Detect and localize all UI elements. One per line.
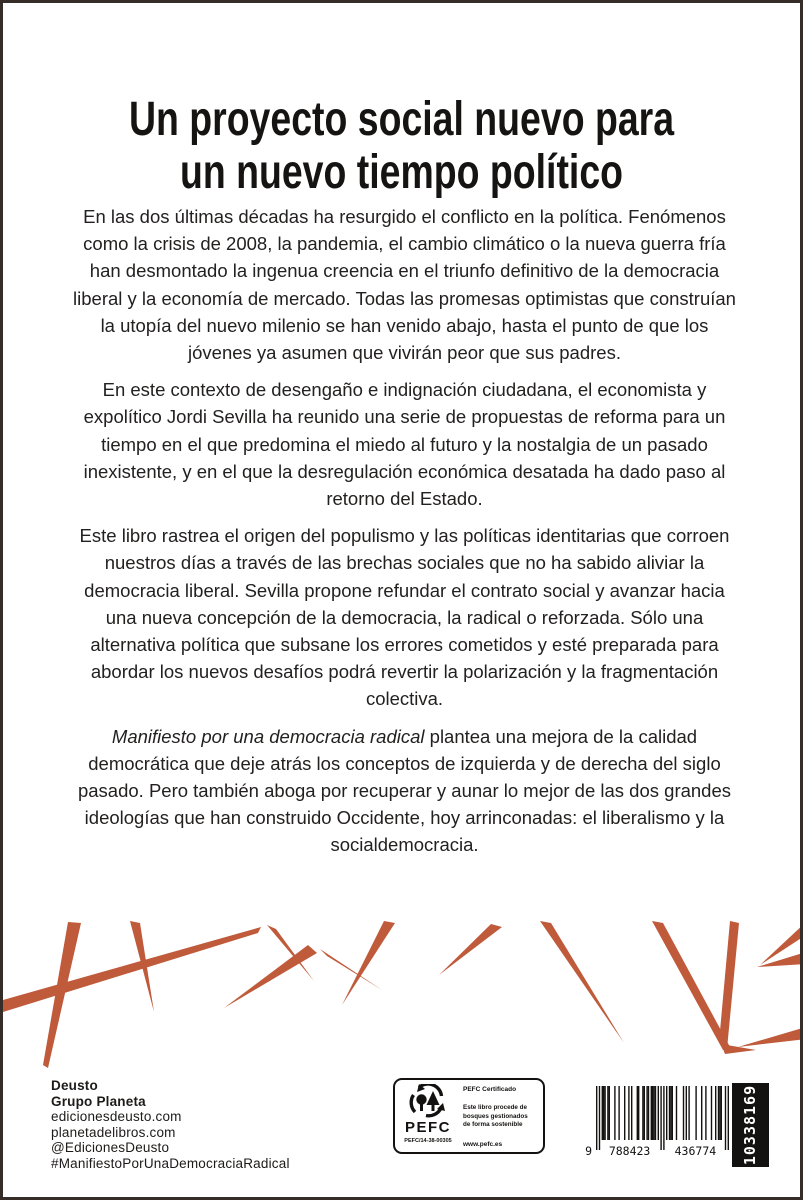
imprint-website: edicionesdeusto.com <box>51 1109 182 1124</box>
page-title <box>3 93 800 199</box>
publisher-group: Grupo Planeta <box>51 1093 146 1109</box>
synopsis-paragraph-1: En las dos últimas décadas ha resurgido el conflicto en la política. Fenómenos como la crisis de 2008, la pandemia, el cambio climático o la nueva guerra fría han desmontado la ingenua creencia en el triunfo definitivo de la democracia liberal y la economía de mercado. Todas las promesas optimistas que construían la utopía del nuevo milenio se han venido abajo, hasta el punto de que los jóvenes ya asumen que vivirán peor que sus padres. <box>73 206 736 364</box>
hashtag: #ManifiestoPorUnaDemocraciaRadical <box>51 1155 290 1171</box>
pefc-certified-label: PEFC Certificado <box>463 1086 517 1093</box>
social-handle: @EdicionesDeusto <box>51 1140 170 1155</box>
ean13-barcode <box>583 1083 732 1167</box>
title-line-1: Un proyecto social nuevo para <box>128 93 675 147</box>
synopsis-paragraph-4 <box>73 723 736 859</box>
pefc-url: www.pefc.es <box>463 1141 503 1148</box>
pefc-license-number: PEFC/14-38-00305 <box>404 1138 452 1144</box>
synopsis <box>73 203 736 869</box>
synopsis-paragraph-2: En este contexto de desengaño e indignación ciudadana, el economista y expolítico Jordi Sevilla ha reunido una serie de propuestas de reforma para un tiempo en el que predomina el miedo al futuro y la nostalgia de un pasado inexistente, y en el que la desregulación económica desatada ha dado paso al retorno del Estado. <box>83 379 726 510</box>
barcode <box>583 1083 769 1167</box>
pefc-trees-icon <box>405 1084 451 1120</box>
svg-text:436774: 436774 <box>674 1144 717 1158</box>
pefc-description: Este libro procede de bosques gestionados de forma sostenible <box>463 1104 528 1129</box>
pefc-label <box>393 1078 545 1154</box>
barcode-side-strip <box>732 1083 769 1167</box>
barcode-side-number: 10338169 <box>741 1084 760 1166</box>
synopsis-paragraph-4-rest: plantea una mejora de la calidad democrática que deje atrás los conceptos de izquierda y de derecha del siglo pasado. Pero también aboga por recuperar y aunar lo mejor de las dos grandes ideologías que han construido Occidente, hoy arrinconadas: el liberalismo y la socialdemocracia. <box>77 725 732 856</box>
synopsis-paragraph-3: Este libro rastrea el origen del populismo y las políticas identitarias que corroen nuestros días a través de las brechas sociales que no ha sabido aliviar la democracia liberal. Sevilla propone refundar el contrato social y avanzar hacia una nueva concepción de la democracia, la radical o reforzada. Sólo una alternativa política que subsane los errores cometidos y esté preparada para abordar los nuevos desafíos podrá revertir la polarización y la fragmentación colectiva. <box>79 525 730 710</box>
pefc-text-column <box>461 1080 543 1152</box>
title-line-2: un nuevo tiempo político <box>179 146 624 200</box>
imprint-name: Deusto <box>51 1078 98 1093</box>
pefc-wordmark: PEFC <box>404 1119 451 1136</box>
planeta-website: planetadelibros.com <box>51 1124 176 1140</box>
publisher-block <box>51 1078 290 1171</box>
book-title-italic: Manifiesto por una democracia radical <box>111 725 425 747</box>
pefc-logo-column <box>395 1080 461 1152</box>
decorative-brush-strokes <box>3 908 803 1073</box>
svg-text:788423: 788423 <box>608 1144 651 1158</box>
svg-text:9: 9 <box>585 1144 592 1158</box>
